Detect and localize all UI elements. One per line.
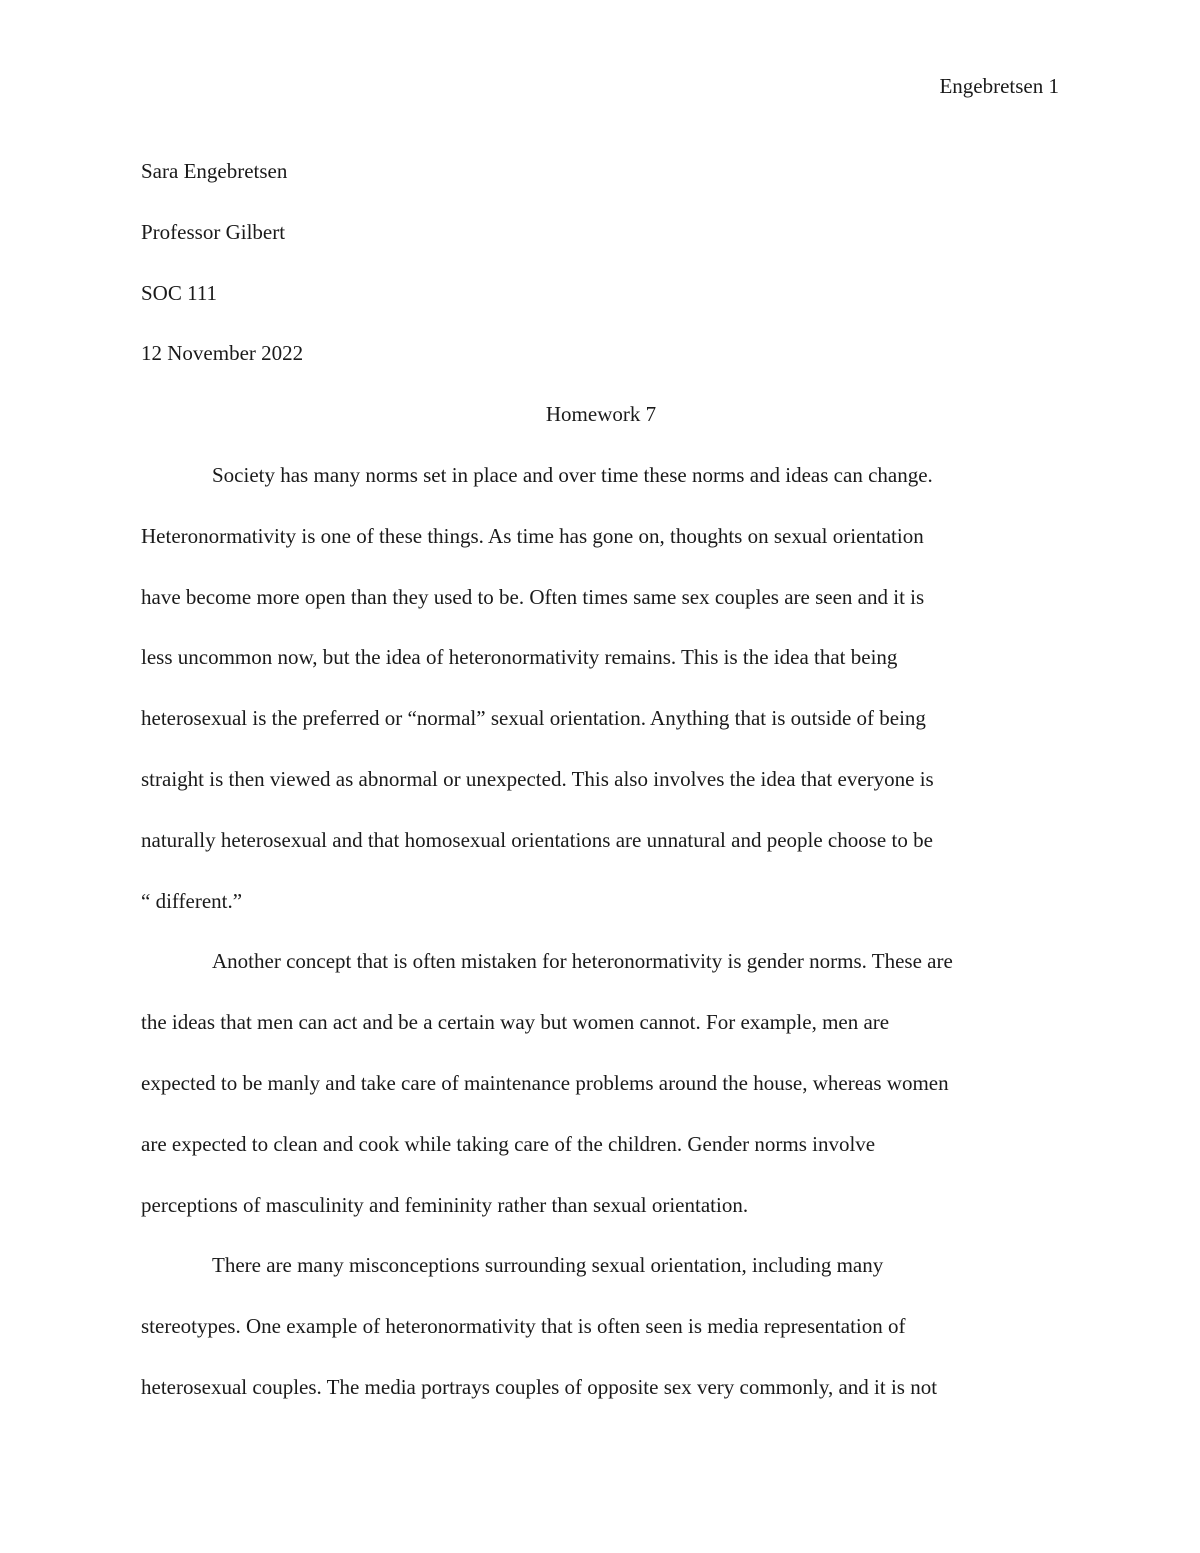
paragraph-1-line-7: naturally heterosexual and that homosexual orientations are unnatural and people choose to be [141,827,933,852]
paragraph-1-line-6: straight is then viewed as abnormal or unexpected. This also involves the idea that everyone is [141,766,934,791]
document-title: Homework 7 [545,402,657,427]
paragraph-1-line-1: Society has many norms set in place and over time these norms and ideas can change. [212,462,933,487]
document-date: 12 November 2022 [141,341,304,366]
paragraph-3-line-3: heterosexual couples. The media portrays couples of opposite sex very commonly, and it is not [141,1374,938,1399]
paragraph-1-line-8: “ different.” [141,888,243,913]
student-name: Sara Engebretsen [141,159,288,183]
course-code: SOC 111 [141,280,218,305]
paragraph-2-line-4: are expected to clean and cook while taking care of the children. Gender norms involve [141,1131,876,1156]
paragraph-1-line-3: have become more open than they used to be. Often times same sex couples are seen and it is [141,584,925,609]
paragraph-2-line-5: perceptions of masculinity and femininity rather than sexual orientation. [141,1192,749,1217]
running-header: Engebretsen 1 [939,74,1059,98]
paragraph-3-line-1: There are many misconceptions surrounding sexual orientation, including many [212,1253,884,1278]
paragraph-2-line-2: the ideas that men can act and be a certain way but women cannot. For example, men are [141,1010,890,1035]
paragraph-1-line-5: heterosexual is the preferred or “normal” sexual orientation. Anything that is outside of being [141,706,926,731]
paragraph-2-line-3: expected to be manly and take care of maintenance problems around the house, whereas women [141,1070,949,1095]
paragraph-1-line-2: Heteronormativity is one of these things. As time has gone on, thoughts on sexual orientation [141,523,924,548]
paragraph-3-line-2: stereotypes. One example of heteronormativity that is often seen is media representation of [141,1314,906,1339]
paragraph-2-line-1: Another concept that is often mistaken for heteronormativity is gender norms. These are [212,949,953,974]
professor-name: Professor Gilbert [141,219,286,244]
paragraph-1-line-4: less uncommon now, but the idea of heteronormativity remains. This is the idea that being [141,645,898,670]
document-body [141,141,1061,1418]
